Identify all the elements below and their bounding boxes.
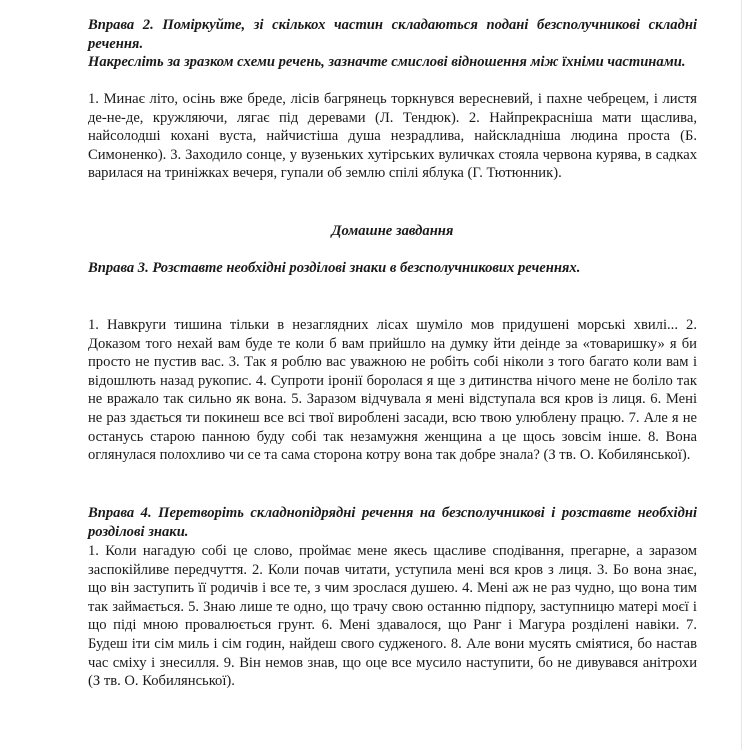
exercise-2-task-2: Накресліть за зразком схеми речень, зазначте смислові відношення між їхніми частинами. (88, 54, 686, 70)
page-edge (741, 0, 742, 750)
exercise-3-text: 1. Навкруги тишина тільки в незаглядних лісах шуміло мов придушені морські хвилі... 2. Доказом того нехай вам буде те коли б вам прийшло на думку йти деінде за «товаришку» я би просто не пустив вас. 3. Так я роблю вас уважною не робіть собі ніколи з того багато коли вам і відошлють назад рукопис. 4. Супроти іронії боролася я ще з дитинства нічого мене не боліло так не вражало так сильно як вона. 5. Заразом відчувала я мені відступала вся кров із лиця. 6. Мені не раз здається ти покинеш все всі твої вироблені засади, всю твою улюблену працю. 7. Але я не останусь старою панною буду собі так незамужня женщина а це щось зовсім інше. 8. Вона оглянулася полохливо чи се та сама сторона котру вона так добре знала? (З тв. О. Кобилянської). (88, 317, 697, 464)
exercise-2-text: 1. Минає літо, осінь вже бреде, лісів багрянець торкнувся вересневий, і пахне чебрецем, і листя де-не-де, кружляючи, лягає під деревами (Л. Тендюк). 2. Найпрекрасніша мати щаслива, найсолодші кохані вуста, найчистіша душа незрадлива, найскладніша людина проста (Б. Симоненко). 3. Заходило сонце, у вузеньких хутірських вуличках стояла червона курява, в садках варилася на триніжках вечеря, гупали об землю спілі яблука (Г. Тютюнник). (88, 91, 697, 182)
exercise-2-task: Вправа 2. Поміркуйте, зі скількох частин складаються подані безсполучникові складні речення. (88, 17, 697, 52)
exercise-4-text: 1. Коли нагадую собі це слово, проймає мене якесь щасливе сподівання, прегарне, а заразом заспокійливе передчуття. 2. Коли почав читати, уступила мені вся кров з лиця. 3. Бо вона знає, що він заступить її родичів і все те, з чим зрослася душею. 4. Мені аж не раз чудно, що вона тим так займається. 5. Знаю лише те одно, що трачу свою останню підпору, заступницю матері моєї і що піді мною провалюється грунт. 6. Мені здавалося, що Ранг і Магура розділені навіки. 7. Будеш іти сім миль і сім годин, найдеш свого судженого. 8. Але вони мусять сміятися, бо настав час сміху і знесилля. 9. Він немов знав, що оце все мусило наступити, бо не дивувався анітрохи (З тв. О. Кобилянської). (88, 543, 697, 690)
homework-heading: Домашне завдання (331, 223, 454, 239)
exercise-4-task: Вправа 4. Перетворіть складнопідрядні речення на безсполучникові і розставте необхідні розділові знаки. (88, 505, 697, 540)
exercise-3-task: Вправа 3. Розставте необхідні розділові знаки в безсполучникових реченнях. (88, 260, 581, 276)
